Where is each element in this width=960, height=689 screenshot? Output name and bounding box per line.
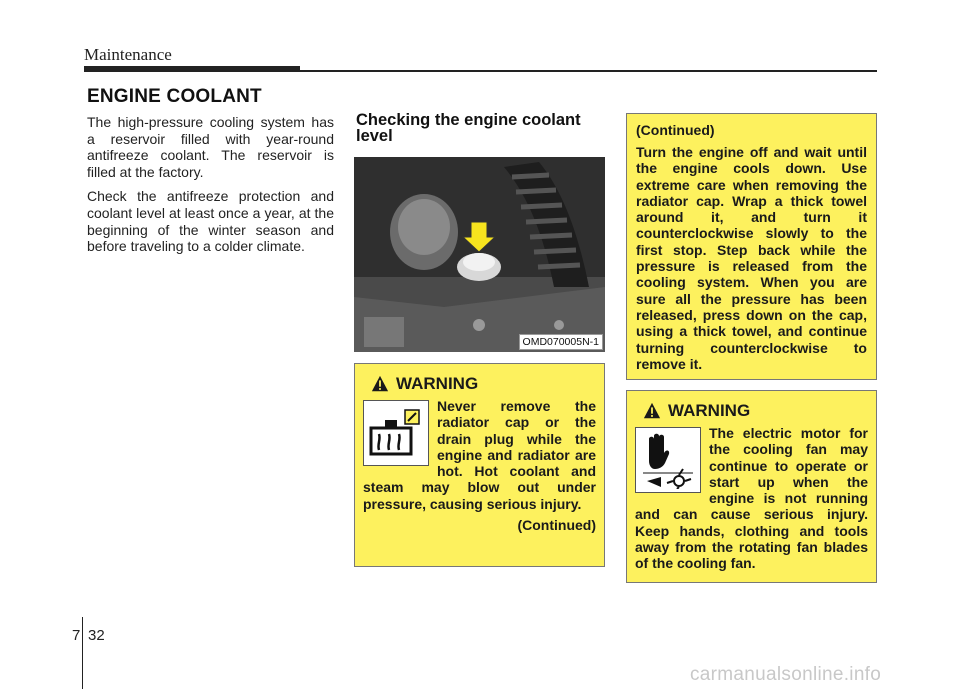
hand-fan-pictogram-icon [635, 427, 701, 493]
page-header-title: Maintenance [84, 45, 172, 64]
engine-bay-illustration [354, 157, 605, 352]
chapter-number: 7 [72, 627, 81, 644]
warning-radiator-text: Never remove the radiator cap or the drain plug while the engine and radiator are hot. Hot coolant and steam may blow out under pressure, causing serious injury. [363, 398, 596, 512]
warning-heading [643, 401, 868, 421]
continued-label: (Continued) [636, 122, 715, 138]
hot-coolant-pictogram-icon [363, 400, 429, 466]
warning-heading [371, 374, 596, 394]
watermark-text: carmanualsonline.info [690, 664, 882, 685]
intro-column [87, 114, 334, 263]
checking-heading: Checking the engine coolant level [356, 111, 581, 145]
continued-warning-box [626, 113, 877, 380]
continued-warning-text: Turn the engine off and wait until the engine cools down. Use extreme care when removing the radiator cap. Wrap a thick towel around it, and turn it counterclockwise slowly to the first stop. Step back while the pressure is released from the cooling system. When you are sure all the pressure has been released, press down on the cap, using a thick towel, and continue turning counterclockwise to remove it. [636, 144, 867, 372]
warning-fan-text: The electric motor for the cooling fan may continue to operate or start up when the engine is not running and can cause serious injury. Keep hands, clothing and tools away from the rotating fan blades of the cooling fan. [635, 425, 868, 572]
header-rule-thin [300, 70, 877, 72]
warning-continued-label: (Continued) [517, 517, 596, 534]
warning-title: WARNING [668, 401, 751, 420]
warning-box-radiator [354, 363, 605, 567]
warning-triangle-icon [643, 402, 661, 420]
header-rule-thick [84, 66, 300, 72]
warning-triangle-icon [371, 375, 389, 393]
warning-box-fan [626, 390, 877, 583]
warning-title: WARNING [396, 374, 479, 393]
page-number-divider [82, 617, 83, 689]
engine-bay-photo [354, 157, 605, 352]
section-title: ENGINE COOLANT [87, 86, 262, 107]
photo-caption-code: OMD070005N-1 [519, 334, 603, 350]
page-number: 32 [88, 627, 105, 644]
intro-paragraph-2: Check the antifreeze protection and coolant level at least once a year, at the beginning of the winter season and before traveling to a colder climate. [87, 188, 334, 255]
intro-paragraph-1: The high-pressure cooling system has a reservoir filled with year-round antifreeze coolant. The reservoir is filled at the factory. [87, 114, 334, 180]
